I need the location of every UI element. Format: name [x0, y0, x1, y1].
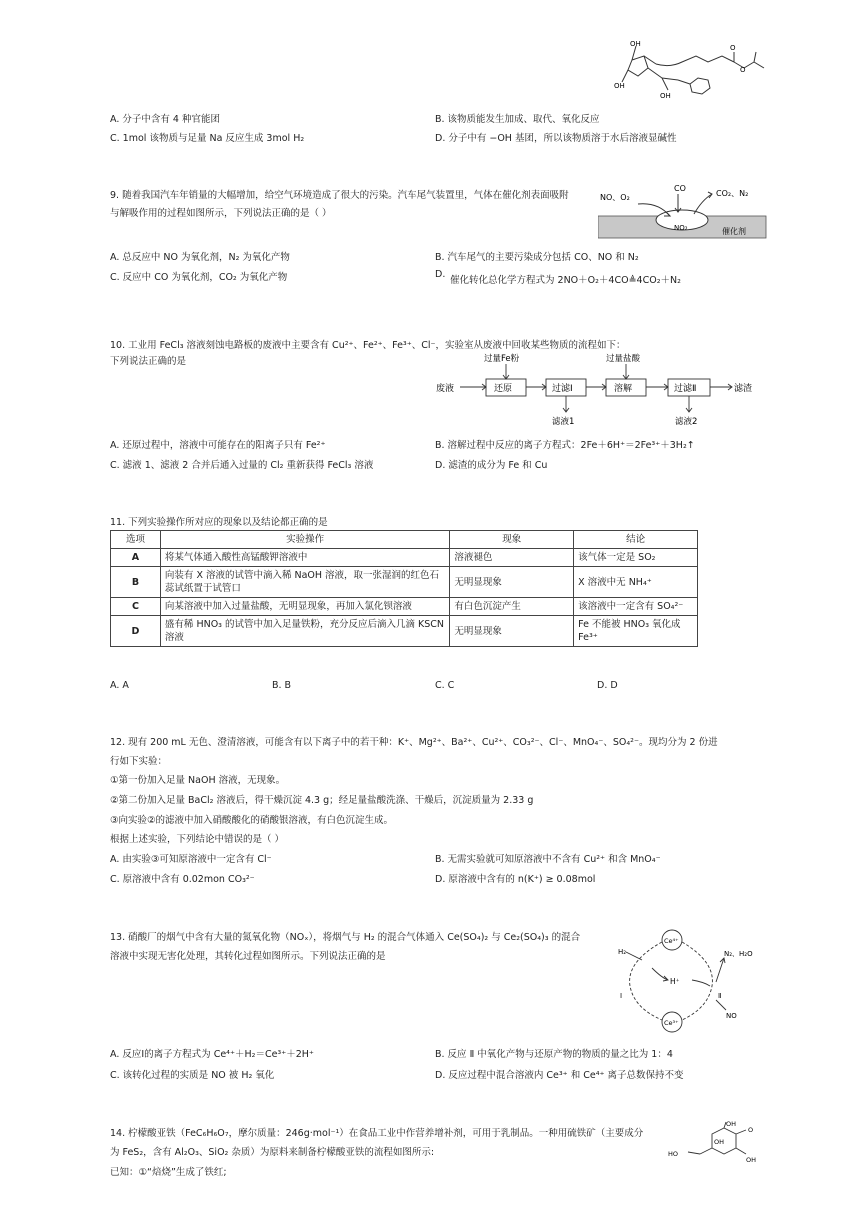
q12-step-3: ③向实验②的滤液中加入硝酸酸化的硝酸银溶液，有白色沉淀生成。	[110, 815, 394, 826]
q8-structure-image	[610, 38, 770, 100]
q8-struct-o1: O	[730, 44, 736, 52]
q13-fig-reaction-ii: Ⅱ	[718, 992, 722, 1000]
table-header-conclusion: 结论	[574, 531, 698, 549]
q13-fig-h2: H₂	[618, 948, 627, 956]
q11-answer-b: B. B	[272, 680, 292, 691]
table-row	[111, 567, 698, 598]
q12-option-b: B. 无需实验就可知原溶液中不含有 Cu²⁺ 和含 MnO₄⁻	[435, 854, 661, 865]
q9-fig-output-label: CO₂、N₂	[716, 189, 749, 198]
q10-flow-reagent1: 过量Fe粉	[484, 354, 520, 364]
q13-cycle-figure	[612, 922, 772, 1040]
q9-stem-line2: 与解吸作用的过程如图所示，下列说法正确的是（ ）	[110, 208, 332, 219]
q14-stem-line2: 为 FeS₂，含有 Al₂O₃、SiO₂ 杂质）为原料来制备柠檬酸亚铁的流程如图所示:	[110, 1147, 435, 1158]
q14-citric-structure	[666, 1120, 766, 1170]
q9-catalyst-figure	[598, 182, 770, 240]
q13-fig-ce3: Ce³⁺	[664, 1019, 679, 1027]
q14-struct-oh-top: OH	[726, 1120, 737, 1128]
q12-stem-line1: 12. 现有 200 mL 无色、澄清溶液，可能含有以下离子中的若干种：K⁺、Mg²⁺、Ba²⁺、Cu²⁺、CO₃²⁻、Cl⁻、MnO₄⁻、SO₄²⁻。现均分为 2 份进	[110, 737, 718, 748]
q13-fig-products: N₂、H₂O	[724, 950, 753, 958]
q14-struct-ho: HO	[668, 1150, 679, 1158]
table-header-phenomenon: 现象	[450, 531, 574, 549]
q13-option-b: B. 反应 Ⅱ 中氧化产物与还原产物的物质的量之比为 1：4	[435, 1049, 673, 1060]
q13-stem-line1: 13. 硝酸厂的烟气中含有大量的氮氧化物（NOₓ），将烟气与 H₂ 的混合气体通入 Ce(SO₄)₂ 与 Ce₂(SO₄)₃ 的混合	[110, 932, 581, 943]
q13-option-d: D. 反应过程中混合溶液内 Ce³⁺ 和 Ce⁴⁺ 离子总数保持不变	[435, 1070, 684, 1081]
q9-option-b: B. 汽车尾气的主要污染成分包括 CO、NO 和 N₂	[435, 252, 639, 263]
q13-fig-ce4: Ce⁴⁺	[664, 937, 679, 945]
q8-option-a: A. 分子中含有 4 种官能团	[110, 114, 220, 125]
q9-fig-no2-label: NO₂	[674, 224, 688, 232]
table-row	[111, 598, 698, 616]
table-cell-conclusion: X 溶液中无 NH₄⁺	[574, 567, 698, 598]
table-cell-option: C	[111, 598, 161, 616]
q11-answer-a: A. A	[110, 680, 129, 691]
q10-flow-filtrate2: 滤液2	[675, 417, 698, 427]
table-cell-phenomenon: 溶液褪色	[450, 549, 574, 567]
q12-option-c: C. 原溶液中含有 0.02mon CO₃²⁻	[110, 874, 255, 885]
table-cell-option: A	[111, 549, 161, 567]
q14-stem-line1: 14. 柠檬酸亚铁（FeC₆H₆O₇，摩尔质量：246g·mol⁻¹）在食品工业中作营养增补剂，可用于乳制品。一种用硫铁矿（主要成分	[110, 1128, 644, 1139]
table-header-option: 选项	[111, 531, 161, 549]
q8-option-d: D. 分子中有 −OH 基团，所以该物质溶于水后溶液显碱性	[435, 133, 677, 144]
table-cell-phenomenon: 有白色沉淀产生	[450, 598, 574, 616]
q11-stem: 11. 下列实验操作所对应的现象以及结论都正确的是	[110, 517, 328, 528]
q11-experiment-table	[110, 530, 698, 647]
q10-option-d: D. 滤渣的成分为 Fe 和 Cu	[435, 460, 548, 471]
q12-option-a: A. 由实验③可知原溶液中一定含有 Cl⁻	[110, 854, 272, 865]
q9-fig-input-label: NO、O₂	[600, 193, 630, 202]
q13-stem-line2: 溶液中实现无害化处理，其转化过程如图所示。下列说法正确的是	[110, 951, 386, 962]
q10-flow-box-reduce: 还原	[494, 384, 513, 394]
q9-option-d-label: D.	[435, 269, 446, 280]
table-cell-option: B	[111, 567, 161, 598]
table-cell-operation: 将某气体通入酸性高锰酸钾溶液中	[160, 549, 449, 567]
q14-struct-o: O	[748, 1126, 754, 1134]
q10-flow-reagent2: 过量盐酸	[606, 354, 641, 364]
q9-fig-catalyst-label: 催化剂	[722, 227, 746, 236]
q8-option-b: B. 该物质能发生加成、取代、氧化反应	[435, 114, 600, 125]
q14-known-1: 已知：①“焙烧”生成了铁红;	[110, 1167, 227, 1178]
q13-fig-no: NO	[726, 1012, 737, 1020]
q13-fig-hplus: H⁺	[670, 977, 680, 986]
q14-struct-oh-ring: OH	[714, 1138, 725, 1146]
table-row	[111, 549, 698, 567]
q8-struct-oh1: OH	[630, 40, 641, 48]
table-cell-conclusion: 该气体一定是 SO₂	[574, 549, 698, 567]
q10-flow-diagram	[432, 350, 767, 430]
table-header-row	[111, 531, 698, 549]
q10-flow-start: 废液	[436, 384, 455, 394]
table-cell-operation: 向某溶液中加入过量盐酸，无明显现象，再加入氯化钡溶液	[160, 598, 449, 616]
q12-stem-line2: 行如下实验：	[110, 756, 168, 767]
q10-flow-box-dissolve: 溶解	[614, 384, 633, 394]
q10-stem-line2: 下列说法正确的是	[110, 356, 187, 367]
q9-stem-line1: 9. 随着我国汽车年销量的大幅增加，给空气环境造成了很大的污染。汽车尾气装置里，气体在催化剂表面吸附	[110, 190, 569, 201]
q10-option-c: C. 滤液 1、滤液 2 合并后通入过量的 Cl₂ 重新获得 FeCl₃ 溶液	[110, 460, 374, 471]
table-cell-option: D	[111, 616, 161, 647]
q9-option-a: A. 总反应中 NO 为氧化剂，N₂ 为氧化产物	[110, 252, 290, 263]
table-cell-phenomenon: 无明显现象	[450, 567, 574, 598]
q10-flow-end: 滤渣	[734, 384, 753, 394]
q9-option-c: C. 反应中 CO 为氧化剂，CO₂ 为氧化产物	[110, 272, 288, 283]
table-cell-conclusion: Fe 不能被 HNO₃ 氧化成 Fe³⁺	[574, 616, 698, 647]
q12-option-d: D. 原溶液中含有的 n(K⁺) ≥ 0.08mol	[435, 874, 596, 885]
q10-flow-box-filter2: 过滤Ⅱ	[674, 384, 697, 394]
q8-struct-oh3: OH	[660, 92, 671, 100]
table-cell-operation: 盛有稀 HNO₃ 的试管中加入足量铁粉，充分反应后滴入几滴 KSCN 溶液	[160, 616, 449, 647]
table-row	[111, 616, 698, 647]
table-cell-conclusion: 该溶液中一定含有 SO₄²⁻	[574, 598, 698, 616]
q10-option-a: A. 还原过程中，溶液中可能存在的阳离子只有 Fe²⁺	[110, 440, 326, 451]
q12-step-2: ②第二份加入足量 BaCl₂ 溶液后，得干燥沉淀 4.3 g；经足量盐酸洗涤、干燥后，沉淀质量为 2.33 g	[110, 795, 534, 806]
q8-struct-oh2: OH	[614, 82, 625, 90]
q12-step-1: ①第一份加入足量 NaOH 溶液，无现象。	[110, 775, 286, 786]
q13-option-c: C. 该转化过程的实质是 NO 被 H₂ 氧化	[110, 1070, 275, 1081]
q10-option-b: B. 溶解过程中反应的离子方程式：2Fe＋6H⁺＝2Fe³⁺＋3H₂↑	[435, 440, 695, 451]
table-header-operation: 实验操作	[160, 531, 449, 549]
q8-struct-o2: O	[740, 66, 746, 74]
q13-option-a: A. 反应Ⅰ的离子方程式为 Ce⁴⁺＋H₂＝Ce³⁺＋2H⁺	[110, 1049, 314, 1060]
q14-struct-oh-right: OH	[746, 1156, 757, 1164]
q11-answer-c: C. C	[435, 680, 455, 691]
q10-flow-box-filter1: 过滤Ⅰ	[552, 384, 573, 394]
table-cell-phenomenon: 无明显现象	[450, 616, 574, 647]
q10-stem-line1: 10. 工业用 FeCl₃ 溶液刻蚀电路板的废液中主要含有 Cu²⁺、Fe²⁺、Fe³⁺、Cl⁻，实验室从废液中回收某些物质的流程如下：	[110, 340, 626, 351]
q9-option-d-text: 催化转化总化学方程式为 2NO＋O₂＋4CO≜4CO₂＋N₂	[450, 275, 681, 286]
q11-answer-d: D. D	[597, 680, 618, 691]
q12-question: 根据上述实验，下列结论中错误的是（ ）	[110, 834, 285, 845]
q8-option-c: C. 1mol 该物质与足量 Na 反应生成 3mol H₂	[110, 133, 305, 144]
table-cell-operation: 向装有 X 溶液的试管中滴入稀 NaOH 溶液，取一张湿润的红色石蕊试纸置于试管口	[160, 567, 449, 598]
q13-fig-reaction-i: Ⅰ	[620, 992, 623, 1000]
q9-fig-co-label: CO	[674, 184, 686, 193]
q10-flow-filtrate1: 滤液1	[552, 417, 575, 427]
